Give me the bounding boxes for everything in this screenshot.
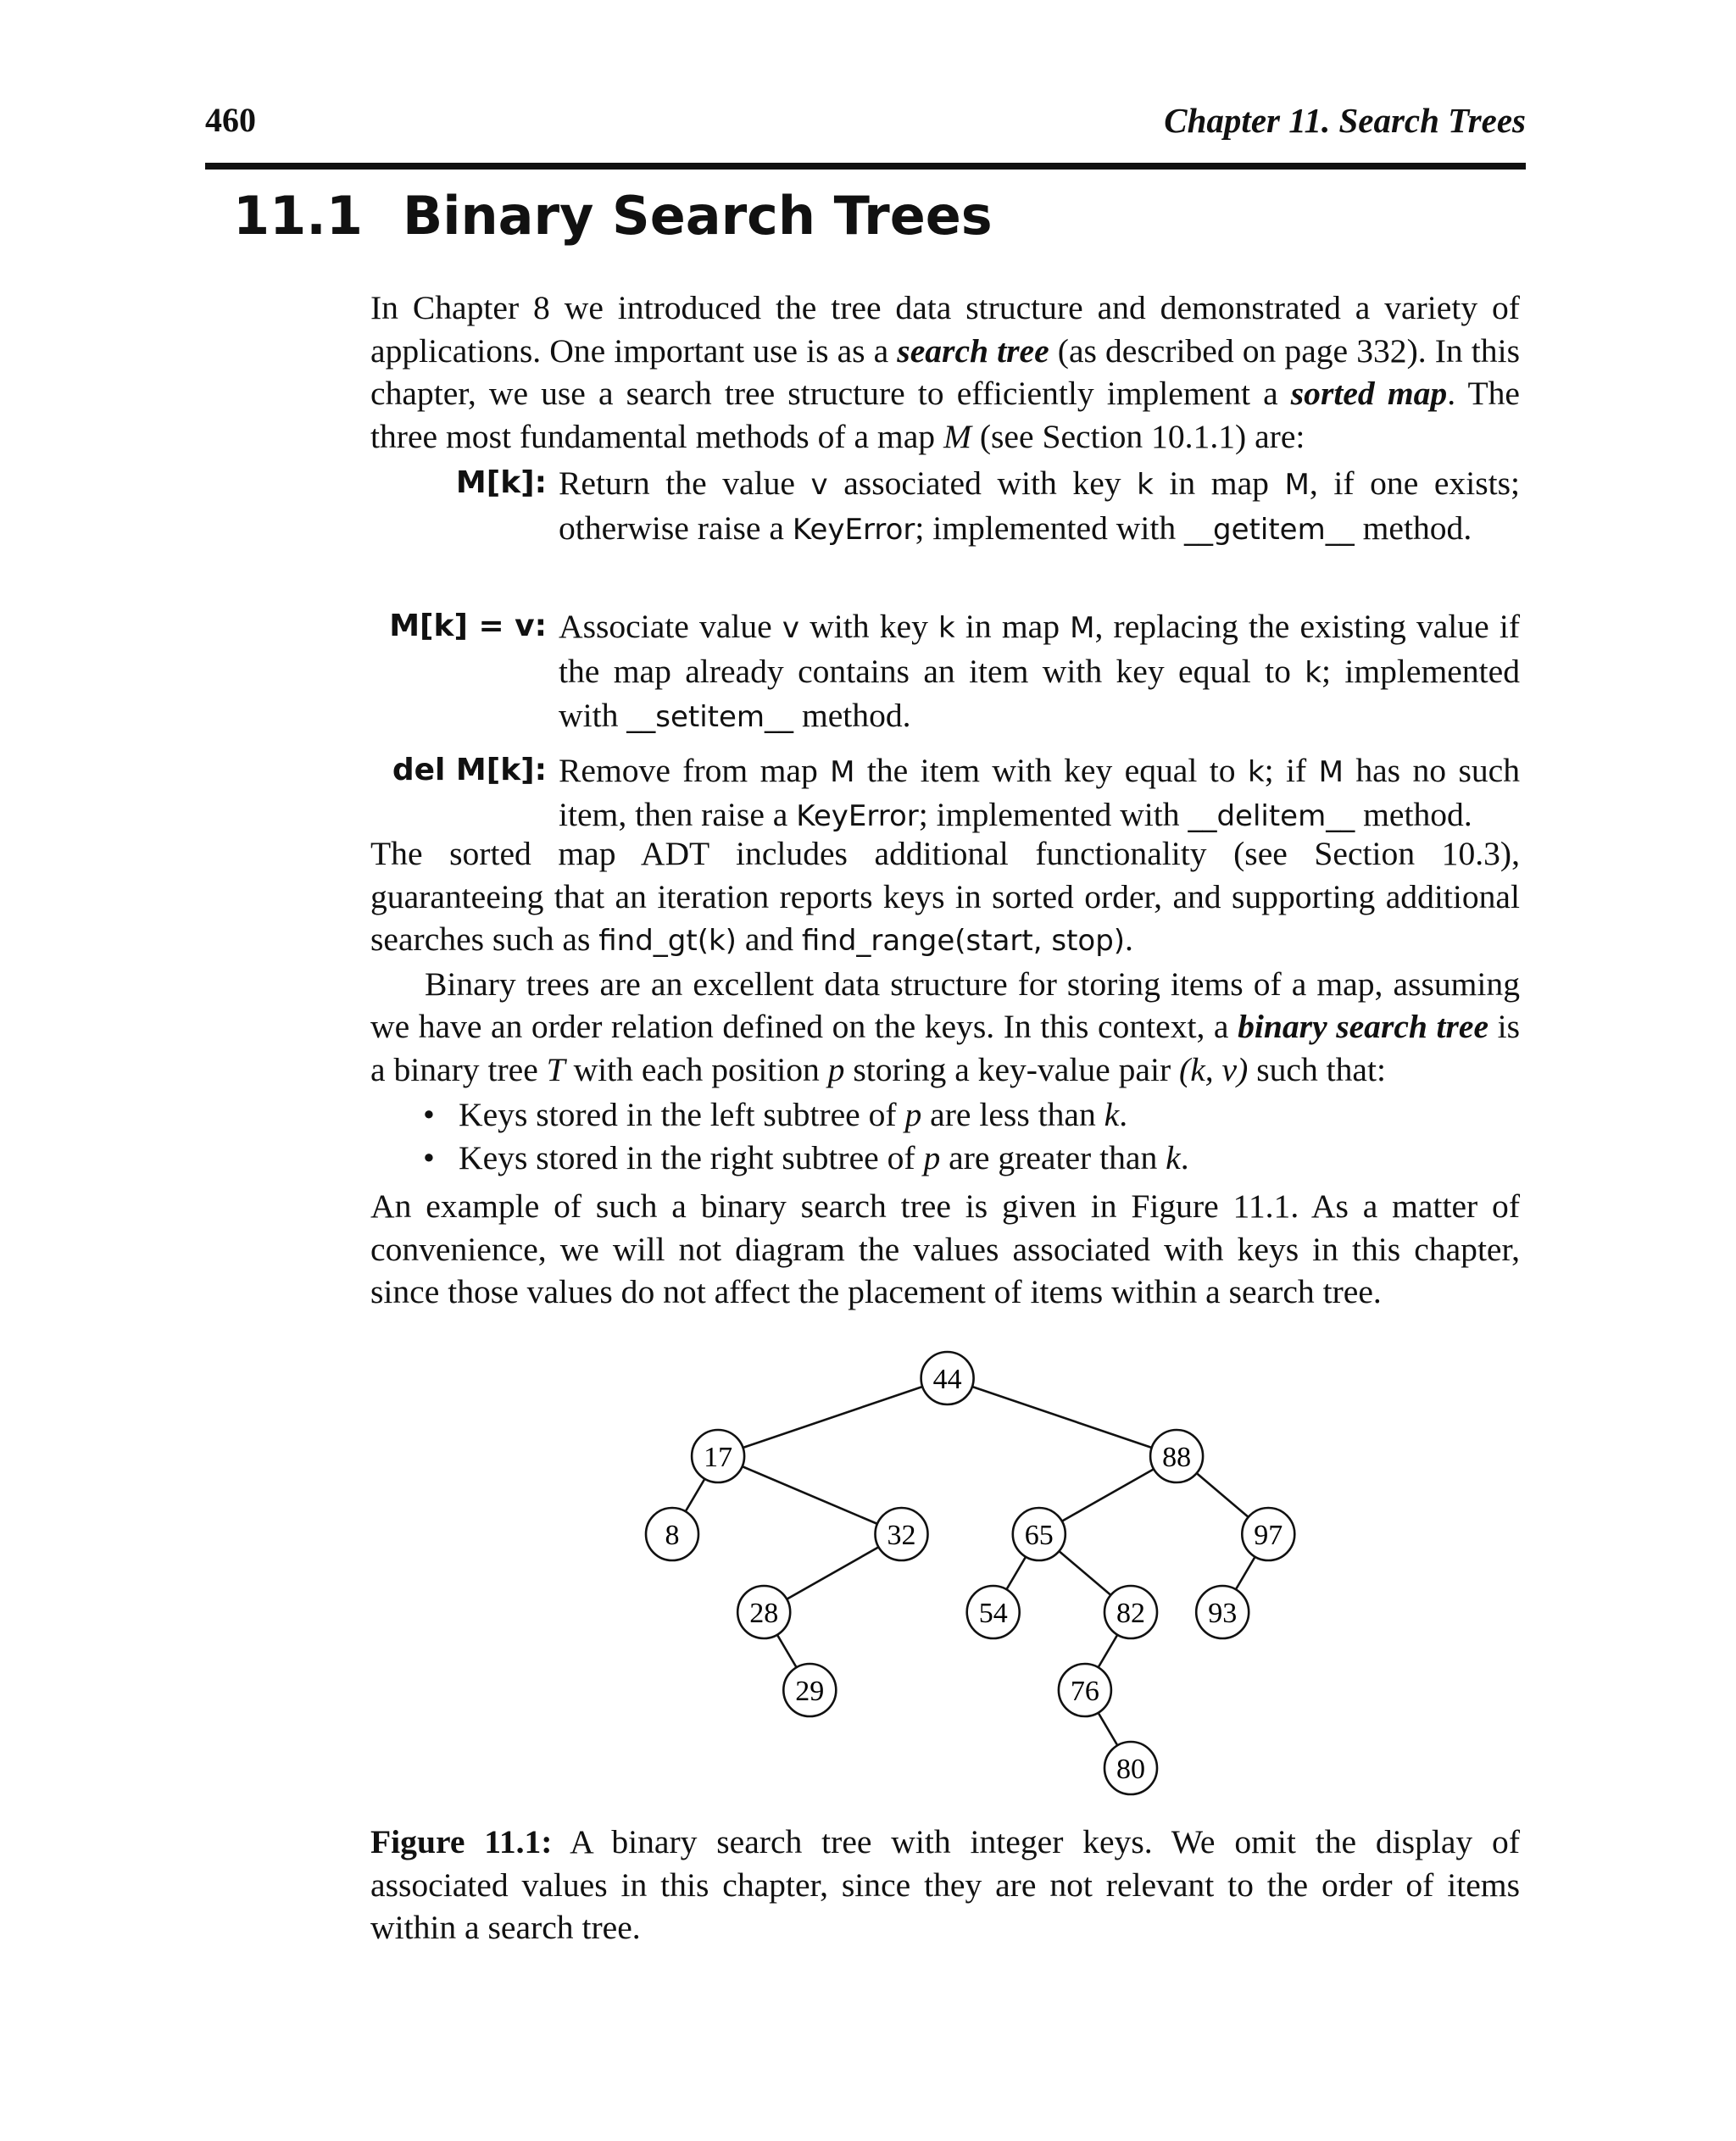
method-getitem [370,462,1520,551]
code-method: __getitem__ [1184,512,1355,547]
tree-edge-44-17 [743,1387,922,1448]
code-method: __setitem__ [626,700,794,734]
code-find-gt: find_gt(k) [598,924,737,958]
tree-edge-65-82 [1059,1551,1110,1595]
code-keyerror: KeyError [796,799,919,833]
tree-node-key: 8 [665,1520,680,1551]
bst-text-4: storing a key-value pair [844,1050,1180,1088]
method-term: M[k]: [455,465,547,500]
def-text: in map [1153,464,1285,502]
def-text: method. [1355,796,1472,833]
bullet-text: . [1119,1096,1128,1133]
intro-text-2: (as described on page 332). In this chapter, we use a search tree structure to efficiently implement a [370,331,1520,412]
adt-text-2: and [736,920,802,958]
sorted-map-paragraph [370,832,1520,1091]
var-p: p [923,1138,941,1176]
method-term: M[k] = v: [389,609,547,643]
method-delitem [370,749,1520,838]
tree-node-82 [1104,1586,1157,1638]
tree-edge-65-54 [1006,1557,1026,1590]
var-M: M [943,417,971,455]
section-number: 11.1 [233,185,363,247]
method-term: del M[k]: [392,752,547,787]
var-T: T [546,1050,565,1088]
code-k: k [938,611,955,645]
tree-node-key: 65 [1024,1520,1054,1551]
bullet-text: are less than [921,1096,1104,1133]
adt-text-1: The sorted map ADT includes additional functionality (see Section 10.3), guaranteeing that an iteration reports keys in sorted order, and supporting additional searches such as [370,835,1520,958]
bullet-dot: • [423,1138,435,1176]
tree-node-key: 17 [704,1442,733,1473]
section-heading [233,185,993,247]
tree-edge-88-65 [1062,1469,1154,1521]
tree-node-8 [646,1508,698,1560]
tree-node-key: 80 [1116,1754,1145,1785]
tree-node-97 [1242,1508,1294,1560]
tree-edge-32-28 [787,1547,878,1599]
tree-node-80 [1104,1742,1157,1794]
pair-kv: (k, v) [1179,1050,1249,1088]
tree-node-key: 76 [1070,1676,1099,1707]
code-keyerror: KeyError [792,512,915,547]
code-M: M [830,754,855,789]
adt-text-3: . [1125,920,1133,958]
code-M: M [1070,611,1095,645]
tree-edge-17-32 [743,1466,877,1524]
method-list [370,462,1520,838]
tree-edge-97-93 [1236,1557,1255,1590]
tree-edge-82-76 [1099,1635,1118,1668]
def-text: the item with key equal to [854,751,1248,789]
bullet-text: are greater than [940,1138,1166,1176]
def-text: method. [1354,509,1472,547]
bst-text-1: Binary trees are an excellent data structure for storing items of a map, assuming we have an order relation defined on the keys. In this context, a [370,965,1520,1045]
code-find-range: find_range(start, stop) [801,924,1126,958]
def-text: associated with key [827,464,1138,502]
figure-11-1 [0,1322,1736,1797]
bullet-right-subtree [370,1137,1520,1180]
def-text: in map [954,608,1071,645]
tree-node-key: 93 [1208,1598,1238,1629]
code-M: M [1318,754,1344,789]
def-text: Remove from map [559,751,831,789]
section-title: Binary Search Trees [403,185,993,247]
intro-paragraph [370,286,1520,458]
bst-text-5: such that: [1248,1050,1386,1088]
tree-node-key: 97 [1254,1520,1283,1551]
page-header [205,95,1526,142]
tree-node-88 [1150,1430,1203,1482]
tree-node-key: 29 [795,1676,825,1707]
tree-node-key: 28 [749,1598,779,1629]
tree-edge-76-80 [1099,1713,1118,1746]
tree-edge-44-88 [972,1387,1152,1448]
bst-text-3: with each position [565,1050,828,1088]
term-binary-search-tree: binary search tree [1238,1008,1489,1045]
code-k: k [1247,754,1265,789]
bst-text-2: is a binary tree [370,1008,1520,1088]
term-search-tree: search tree [897,331,1049,370]
def-text: ; implemented with [559,652,1520,734]
tree-node-key: 32 [887,1520,916,1551]
var-p: p [827,1050,845,1088]
def-text: ; if [1264,751,1319,789]
tree-node-key: 82 [1116,1598,1145,1629]
bullet-text: . [1180,1138,1189,1176]
var-k: k [1166,1138,1181,1176]
intro-text-1: In Chapter 8 we introduced the tree data structure and demonstrated a variety of applications. One important use is as a [370,289,1520,370]
tree-edge-28-29 [777,1635,797,1668]
def-text: , replacing the existing value if the map already contains an item with key equal to [559,608,1520,690]
tree-node-key: 44 [932,1364,962,1395]
tree-node-65 [1013,1508,1066,1560]
bullet-left-subtree [370,1093,1520,1137]
tree-node-76 [1059,1664,1111,1716]
tree-node-28 [737,1586,790,1638]
bullet-dot: • [423,1096,435,1133]
example-text: An example of such a binary search tree is given in Figure 11.1. As a matter of convenience, we will not diagram the values associated with keys in this chapter, since those values do not affect the placement of items within a search tree. [370,1187,1520,1310]
tree-node-key: 88 [1162,1442,1192,1473]
def-text: method. [793,697,911,734]
def-text: , if one exists; otherwise raise a [559,464,1520,547]
tree-node-44 [921,1352,974,1404]
figure-caption [370,1821,1520,1949]
tree-node-93 [1196,1586,1249,1638]
tree-node-29 [783,1664,836,1716]
tree-node-key: 54 [978,1598,1008,1629]
code-k: k [1137,468,1154,502]
def-text: with key [799,608,939,645]
header-rule [205,163,1526,170]
tree-edge-17-8 [686,1479,705,1512]
def-text: has no such item, then raise a [559,751,1520,833]
def-text: Return the value [559,464,811,502]
tree-node-54 [967,1586,1020,1638]
bullet-list [370,1093,1520,1179]
var-p: p [904,1096,922,1133]
caption-text: A binary search tree with integer keys. We omit the display of associated values in this chapter, since they are not relevant to the order of items within a search tree. [370,1823,1520,1946]
def-text: ; implemented with [915,509,1185,547]
intro-text-4: (see Section 10.1.1) are: [971,417,1305,455]
intro-text-3: . The three most fundamental methods of a map [370,375,1521,455]
bst-diagram [0,1322,1736,1797]
code-v: v [810,468,828,502]
example-paragraph [370,1185,1520,1314]
page-number: 460 [205,101,256,139]
method-setitem [370,605,1520,739]
term-sorted-map: sorted map [1290,375,1448,412]
code-M: M [1284,468,1310,502]
caption-label: Figure 11.1: [370,1823,553,1860]
def-text: Associate value [559,608,782,645]
running-head: Chapter 11. Search Trees [1164,101,1526,140]
tree-node-32 [876,1508,928,1560]
code-method: __delitem__ [1188,799,1355,833]
bullet-text: Keys stored in the left subtree of [459,1096,905,1133]
code-v: v [782,611,800,645]
var-k: k [1104,1096,1120,1133]
def-text: ; implemented with [918,796,1188,833]
code-k: k [1305,655,1321,690]
tree-node-17 [692,1430,744,1482]
bullet-text: Keys stored in the right subtree of [459,1138,924,1176]
tree-edge-88-97 [1197,1473,1249,1517]
